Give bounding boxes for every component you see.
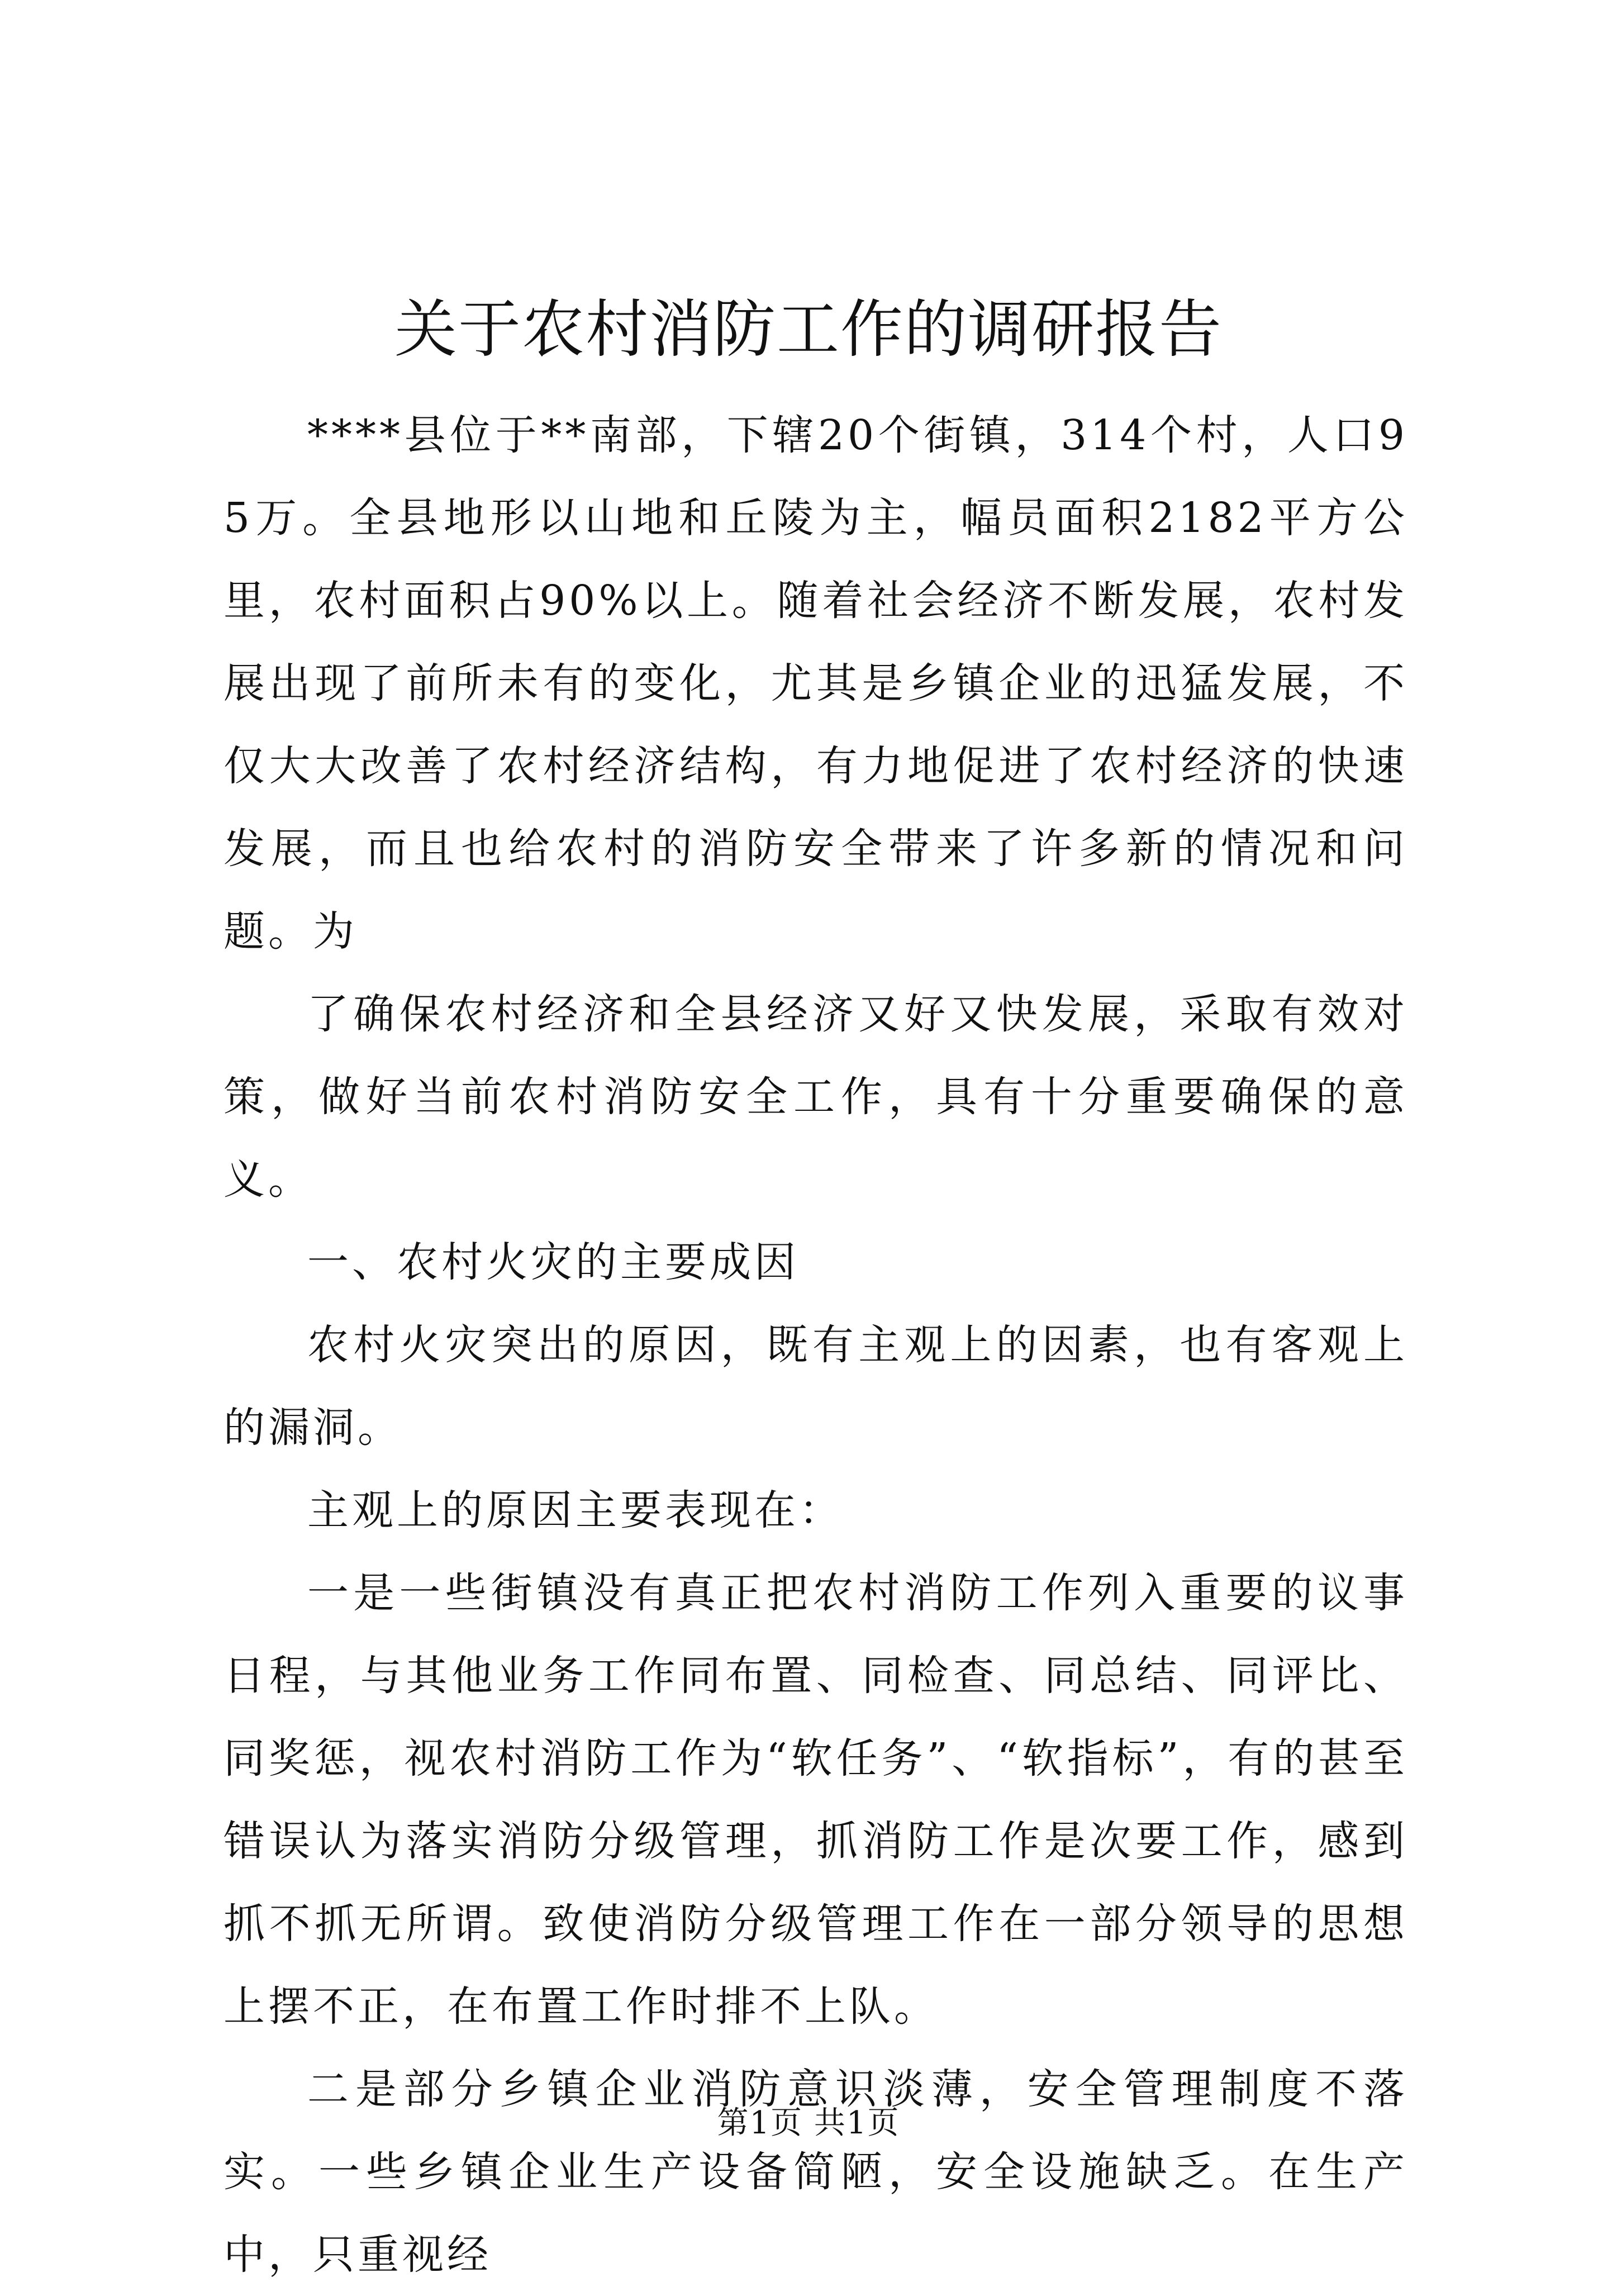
paragraph-causes-overview: 农村火灾突出的原因，既有主观上的因素，也有客观上的漏洞。 xyxy=(223,1321,1408,1452)
section-heading-causes: 一、农村火灾的主要成因 xyxy=(307,1238,799,1286)
paragraph-subjective-intro: 主观上的原因主要表现在： xyxy=(307,1486,844,1534)
document-title: 关于农村消防工作的调研报告 xyxy=(394,293,1223,366)
paragraph-point-one: 一是一些街镇没有真正把农村消防工作列入重要的议事日程，与其他业务工作同布置、同检查、同总结、同评比、同奖惩，视农村消防工作为“软任务”、“软指标”，有的甚至错误认为落实消防分级管理，抓消防工作是次要工作，感到抓不抓无所谓。致使消防分级管理工作在一部分领导的思想上摆不正，在布置工作时排不上队。 xyxy=(223,1569,1408,2031)
paragraph-point-two: 二是部分乡镇企业消防意识淡薄，安全管理制度不落实。一些乡镇企业生产设备简陋，安全设施缺乏。在生产中，只重视经 xyxy=(223,2065,1408,2279)
paragraph-significance: 了确保农村经济和全县经济又好又快发展，采取有效对策，做好当前农村消防安全工作，具有十分重要确保的意义。 xyxy=(223,990,1408,1204)
document-body xyxy=(223,394,1408,2296)
paragraph-intro: ****县位于**南部，下辖20个街镇，314个村，人口95万。全县地形以山地和丘陵为主，幅员面积2182平方公里，农村面积占90%以上。随着社会经济不断发展，农村发展出现了前所未有的变化，尤其是乡镇企业的迅猛发展，不仅大大改善了农村经济结构，有力地促进了农村经济的快速发展，而且也给农村的消防安全带来了许多新的情况和问题。为 xyxy=(223,411,1408,956)
page-number-footer: 第1页 共1页 xyxy=(717,2105,900,2141)
